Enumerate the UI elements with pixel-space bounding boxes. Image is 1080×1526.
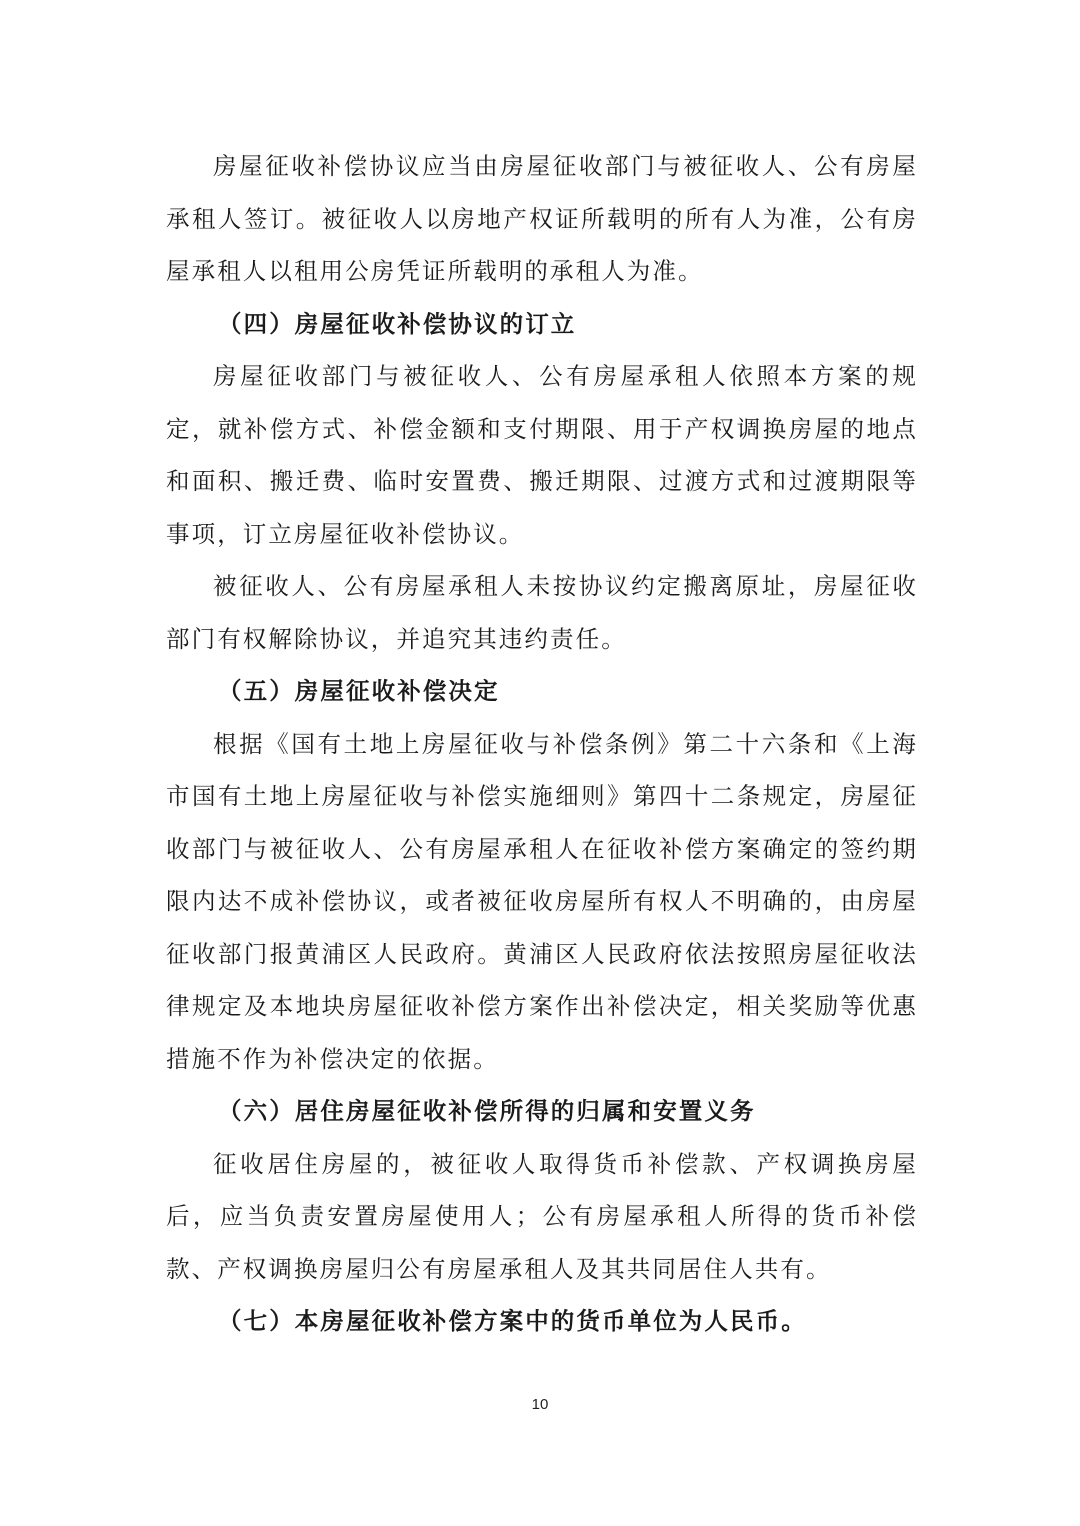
paragraph-ownership-obligations: 征收居住房屋的，被征收人取得货币补偿款、产权调换房屋后，应当负责安置房屋使用人；公有房屋承租人所得的货币补偿款、产权调换房屋归公有房屋承租人及其共同居住人共有。 bbox=[166, 1149, 918, 1283]
section-heading-6: （六）居住房屋征收补偿所得的归属和安置义务 bbox=[218, 1097, 756, 1125]
paragraph-agreement-terms: 房屋征收部门与被征收人、公有房屋承租人依照本方案的规定，就补偿方式、补偿金额和支付期限、用于产权调换房屋的地点和面积、搬迁费、临时安置费、搬迁期限、过渡方式和过渡期限等事项，订立房屋征收补偿协议。 bbox=[166, 362, 918, 548]
document-body bbox=[166, 140, 918, 1348]
paragraph-breach: 被征收人、公有房屋承租人未按协议约定搬离原址，房屋征收部门有权解除协议，并追究其违约责任。 bbox=[166, 572, 918, 653]
section-heading-5: （五）房屋征收补偿决定 bbox=[218, 677, 500, 705]
paragraph-compensation-decision: 根据《国有土地上房屋征收与补偿条例》第二十六条和《上海市国有土地上房屋征收与补偿实施细则》第四十二条规定，房屋征收部门与被征收人、公有房屋承租人在征收补偿方案确定的签约期限内达不成补偿协议，或者被征收房屋所有权人不明确的，由房屋征收部门报黄浦区人民政府。黄浦区人民政府依法按照房屋征收法律规定及本地块房屋征收补偿方案作出补偿决定，相关奖励等优惠措施不作为补偿决定的依据。 bbox=[166, 729, 918, 1073]
paragraph-agreement-signing: 房屋征收补偿协议应当由房屋征收部门与被征收人、公有房屋承租人签订。被征收人以房地产权证所载明的所有人为准，公有房屋承租人以租用公房凭证所载明的承租人为准。 bbox=[166, 152, 918, 285]
page-number: 10 bbox=[531, 1396, 549, 1413]
section-heading-7: （七）本房屋征收补偿方案中的货币单位为人民币。 bbox=[218, 1307, 807, 1335]
section-heading-4: （四）房屋征收补偿协议的订立 bbox=[218, 309, 577, 338]
